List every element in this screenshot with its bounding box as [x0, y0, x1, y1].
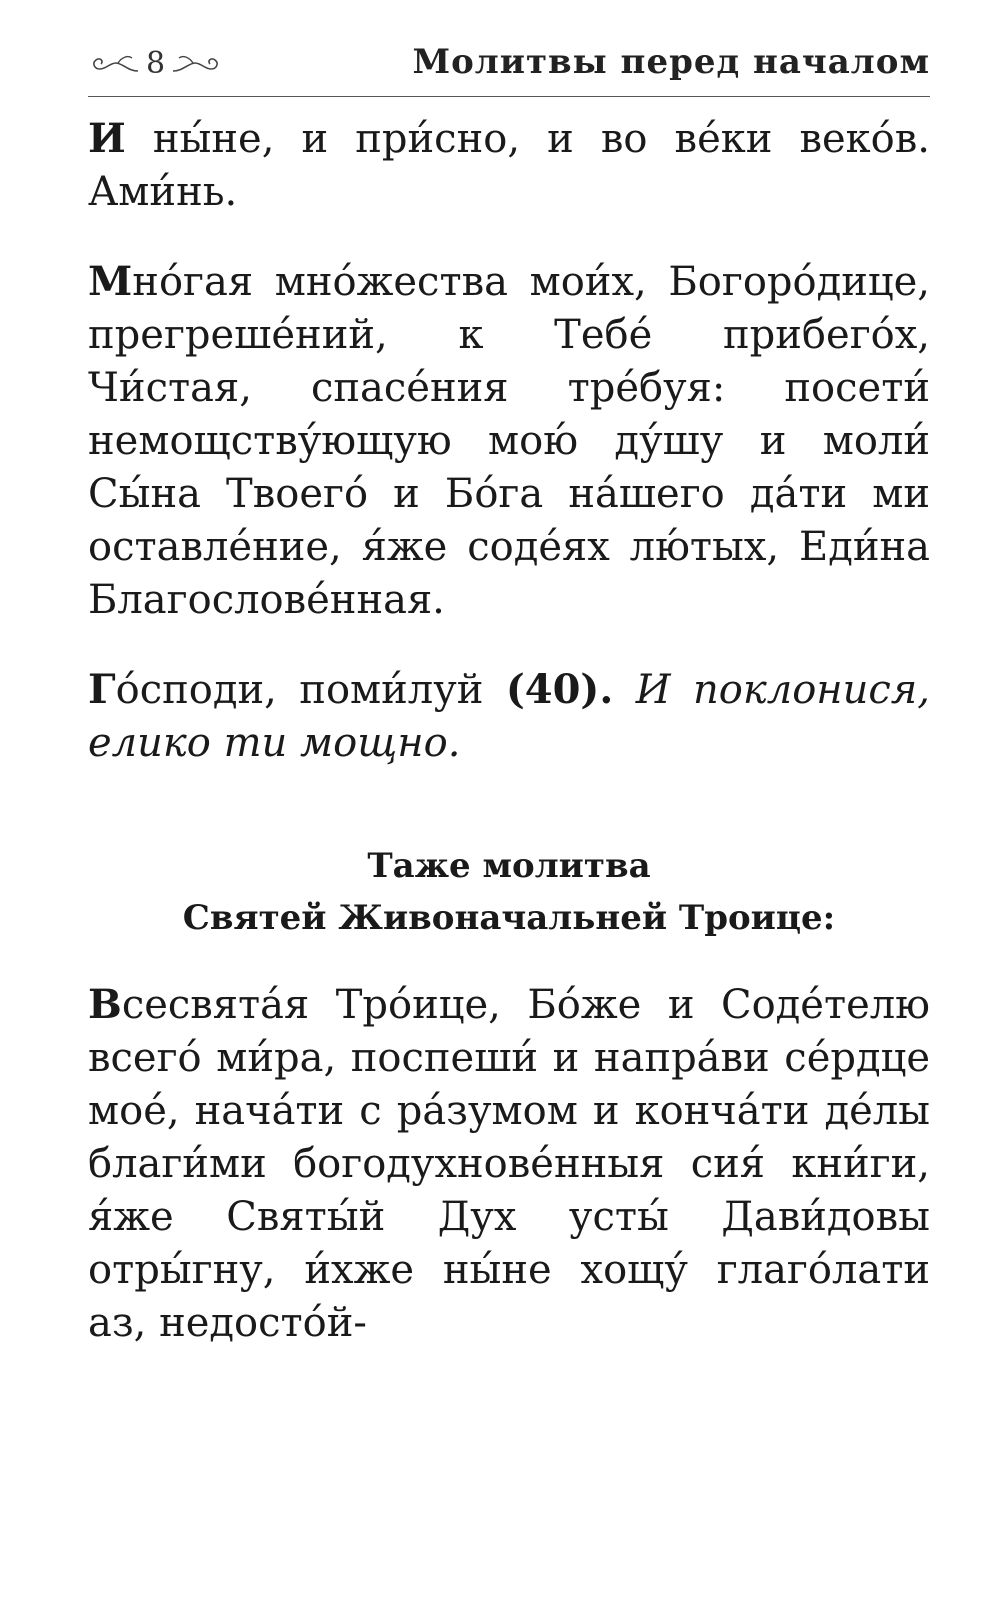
- paragraph-text: ны́не, и при́сно, и во ве́ки веко́в. Ами́нь.: [88, 116, 930, 215]
- drop-initial: М: [88, 258, 133, 305]
- repetition-count: (40).: [505, 666, 614, 713]
- paragraph-text: сесвята́я Тро́ице, Бо́же и Соде́телю всего́ ми́ра, поспеши́ и напра́ви се́рдце мое́, нача́ти с ра́зумом и конча́ти де́лы благи́ми богодухнове́нныя сия́ кни́ги, я́же Святы́й Дух усты́ Дави́довы отры́гну, и́хже ны́не хощу́ глаго́лати аз, недосто́й-: [88, 982, 930, 1346]
- drop-initial: Г: [88, 666, 116, 713]
- paragraph-text: но́гая мно́жества мои́х, Богоро́дице, прегреше́ний, к Тебе́ прибего́х, Чи́стая, спасе́ния тре́буя: посети́ немощству́ющую мою́ ду́шу и моли́ Сы́на Твоего́ и Бо́га на́шего да́ти ми оставле́ние, я́же соде́ях лю́тых, Еди́на Благослове́нная.: [88, 259, 930, 623]
- running-title: Молитвы перед началом: [412, 42, 930, 82]
- rubric-instruction: И поклонися, елико ти мощно.: [88, 667, 930, 766]
- left-flourish-icon: [88, 49, 140, 79]
- page-number-ornament: [88, 46, 223, 81]
- header-rule: [88, 96, 930, 97]
- heading-line-1: Таже молитва: [367, 846, 651, 886]
- drop-initial: И: [88, 115, 126, 162]
- heading-line-2: Святей Живоначальней Троице:: [182, 898, 836, 938]
- right-flourish-icon: [171, 49, 223, 79]
- paragraph-trinity-prayer: [88, 978, 930, 1350]
- paragraph-theotokos-prayer: [88, 255, 930, 627]
- prayer-text: [88, 112, 930, 1350]
- page-header: [88, 40, 930, 96]
- drop-initial: В: [88, 981, 122, 1028]
- section-heading: [88, 840, 930, 944]
- paragraph-lord-have-mercy: [88, 663, 930, 770]
- paragraph-amen: [88, 112, 930, 219]
- page-number: 8: [146, 46, 166, 81]
- paragraph-text: о́споди, поми́луй: [115, 667, 506, 713]
